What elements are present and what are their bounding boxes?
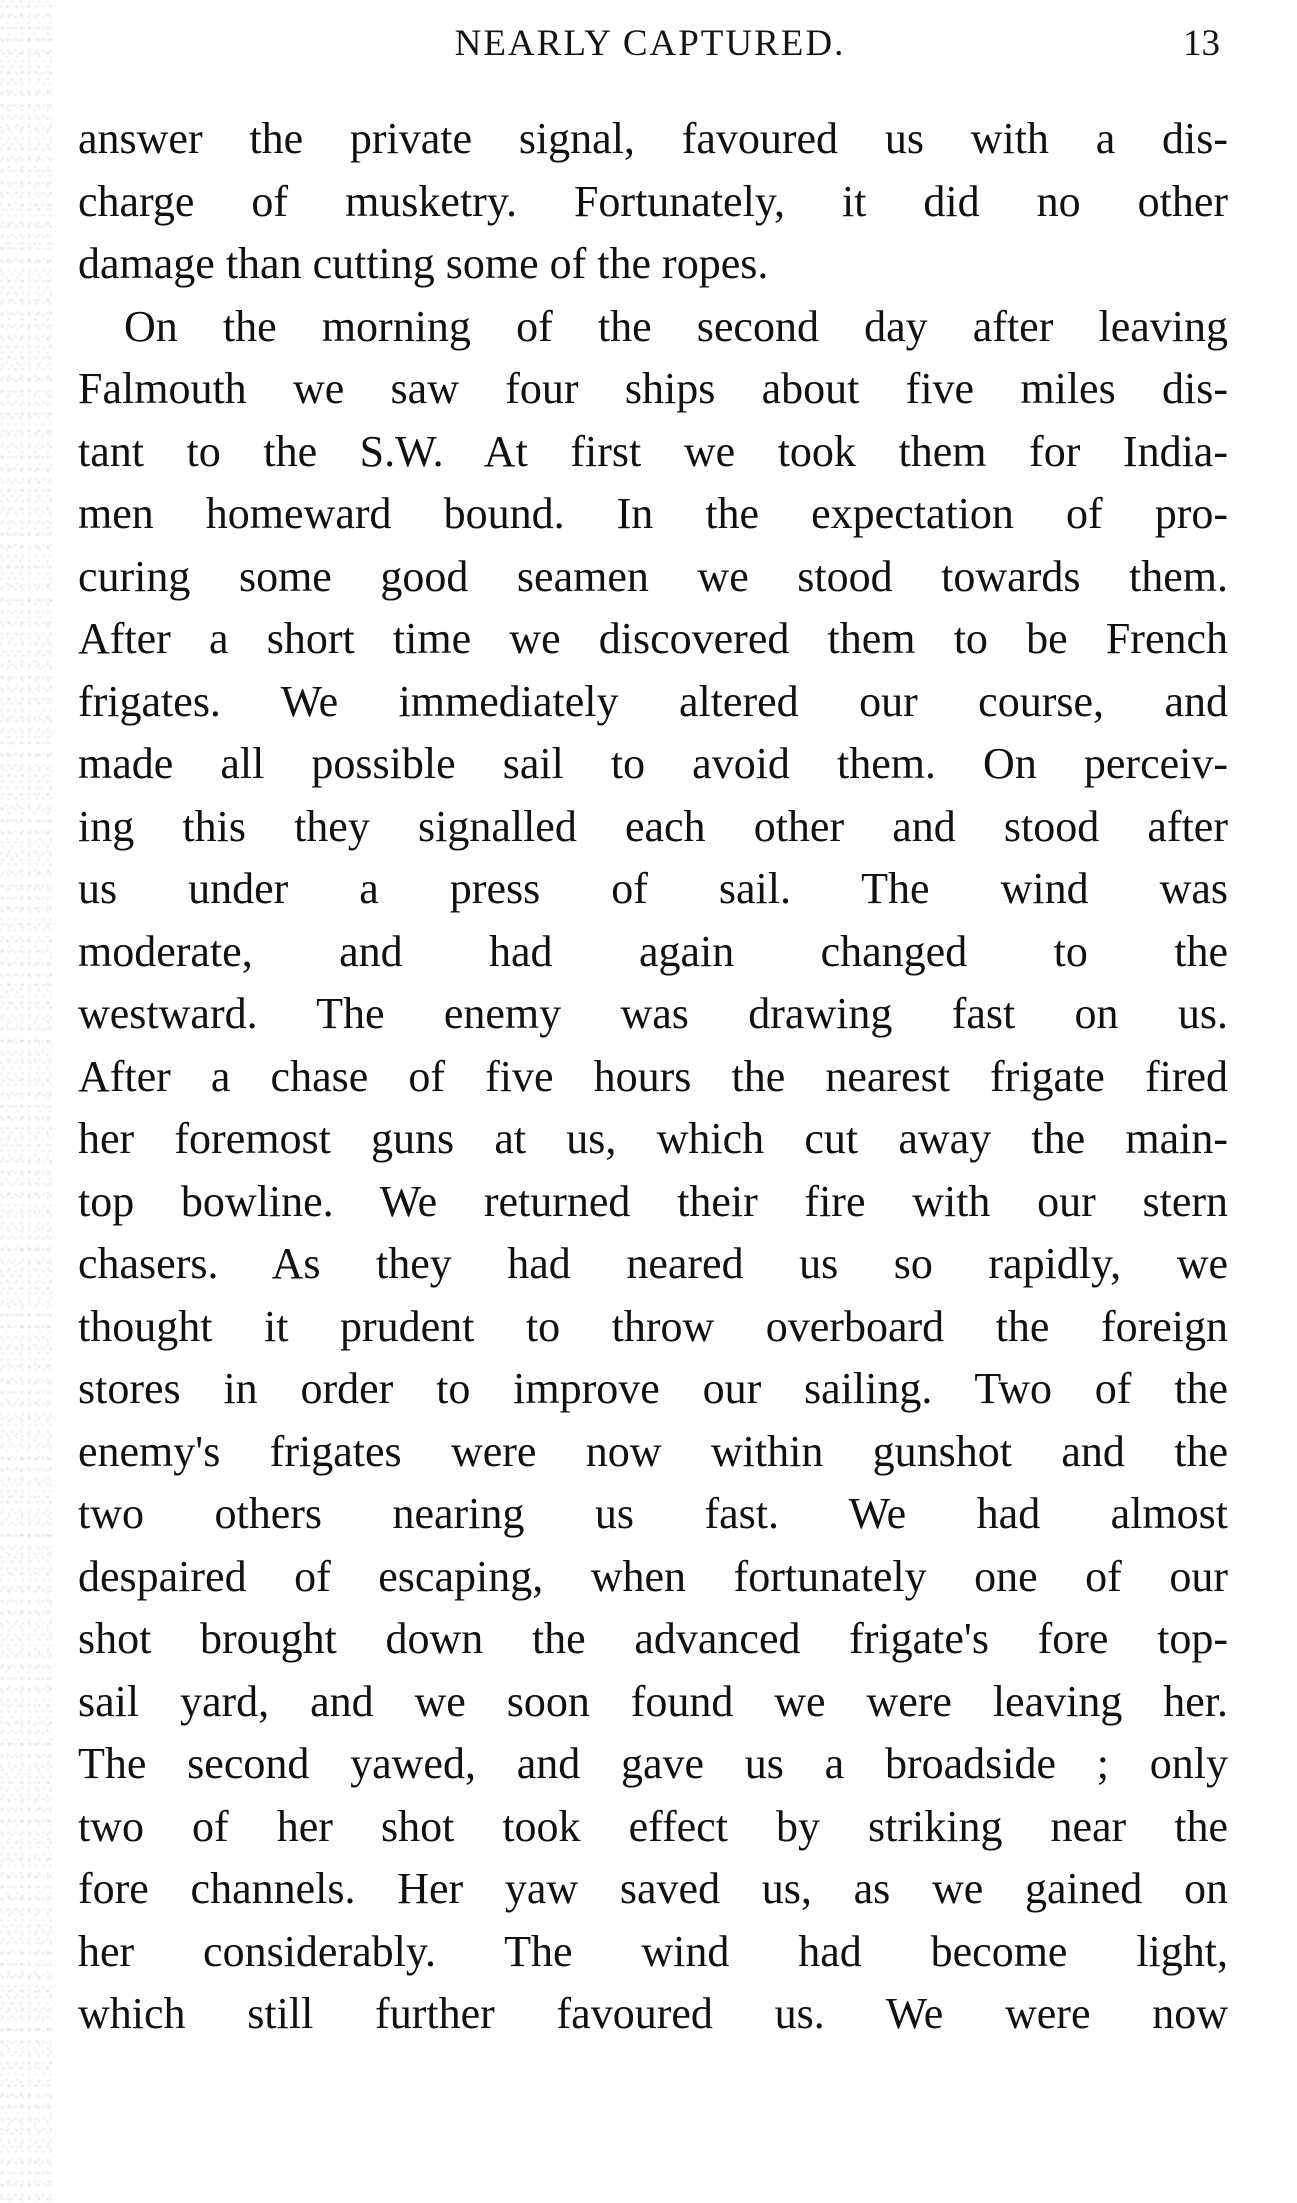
page-gutter bbox=[0, 0, 55, 2203]
text-line: ing this they signalled each other and stood after bbox=[78, 801, 1228, 851]
text-line: After a short time we discovered them to be French bbox=[78, 614, 1228, 663]
text-line: her considerably. The wind had become light, bbox=[78, 1926, 1228, 1976]
running-head bbox=[80, 18, 1220, 70]
text-line: Falmouth we saw four ships about five miles dis- bbox=[78, 364, 1228, 413]
body-text bbox=[78, 108, 1228, 2046]
text-line: frigates. We immediately altered our course, and bbox=[78, 676, 1228, 726]
text-line: enemy's frigates were now within gunshot and the bbox=[78, 1426, 1228, 1476]
text-line: chasers. As they had neared us so rapidly, we bbox=[78, 1239, 1228, 1288]
text-line: charge of musketry. Fortunately, it did no other bbox=[78, 176, 1228, 226]
text-line: westward. The enemy was drawing fast on us. bbox=[78, 989, 1228, 1038]
text-line: damage than cutting some of the ropes. bbox=[78, 239, 769, 288]
text-line: men homeward bound. In the expectation of pro- bbox=[78, 489, 1228, 538]
text-line: which still further favoured us. We were now bbox=[78, 1989, 1228, 2038]
text-line: curing some good seamen we stood towards them. bbox=[78, 551, 1228, 601]
text-line: top bowline. We returned their fire with our stern bbox=[78, 1176, 1228, 1226]
text-line: two of her shot took effect by striking near the bbox=[78, 1801, 1228, 1851]
running-title: NEARLY CAPTURED. bbox=[454, 23, 846, 64]
text-line: sail yard, and we soon found we were leaving her. bbox=[78, 1676, 1228, 1726]
text-line: made all possible sail to avoid them. On perceiv- bbox=[78, 739, 1228, 788]
page-number: 13 bbox=[1183, 23, 1220, 64]
text-line: stores in order to improve our sailing. Two of the bbox=[78, 1364, 1228, 1413]
text-line: shot brought down the advanced frigate's fore top- bbox=[78, 1614, 1228, 1663]
text-line: After a chase of five hours the nearest frigate fired bbox=[78, 1051, 1228, 1101]
text-line: moderate, and had again changed to the bbox=[78, 926, 1228, 976]
text-line: her foremost guns at us, which cut away the main- bbox=[78, 1114, 1228, 1163]
text-line: The second yawed, and gave us a broadside ; only bbox=[78, 1739, 1228, 1788]
text-line: fore channels. Her yaw saved us, as we gained on bbox=[78, 1864, 1228, 1913]
text-line: On the morning of the second day after leaving bbox=[124, 301, 1228, 351]
text-line: despaired of escaping, when fortunately one of our bbox=[78, 1551, 1228, 1601]
text-line: us under a press of sail. The wind was bbox=[78, 864, 1228, 913]
text-line: tant to the S.W. At first we took them for India- bbox=[78, 426, 1228, 476]
paragraph bbox=[78, 296, 1228, 2046]
text-line: two others nearing us fast. We had almost bbox=[78, 1489, 1228, 1538]
paragraph bbox=[78, 108, 1228, 296]
text-line: answer the private signal, favoured us with a dis- bbox=[78, 114, 1228, 163]
text-line: thought it prudent to throw overboard the foreign bbox=[78, 1301, 1228, 1351]
